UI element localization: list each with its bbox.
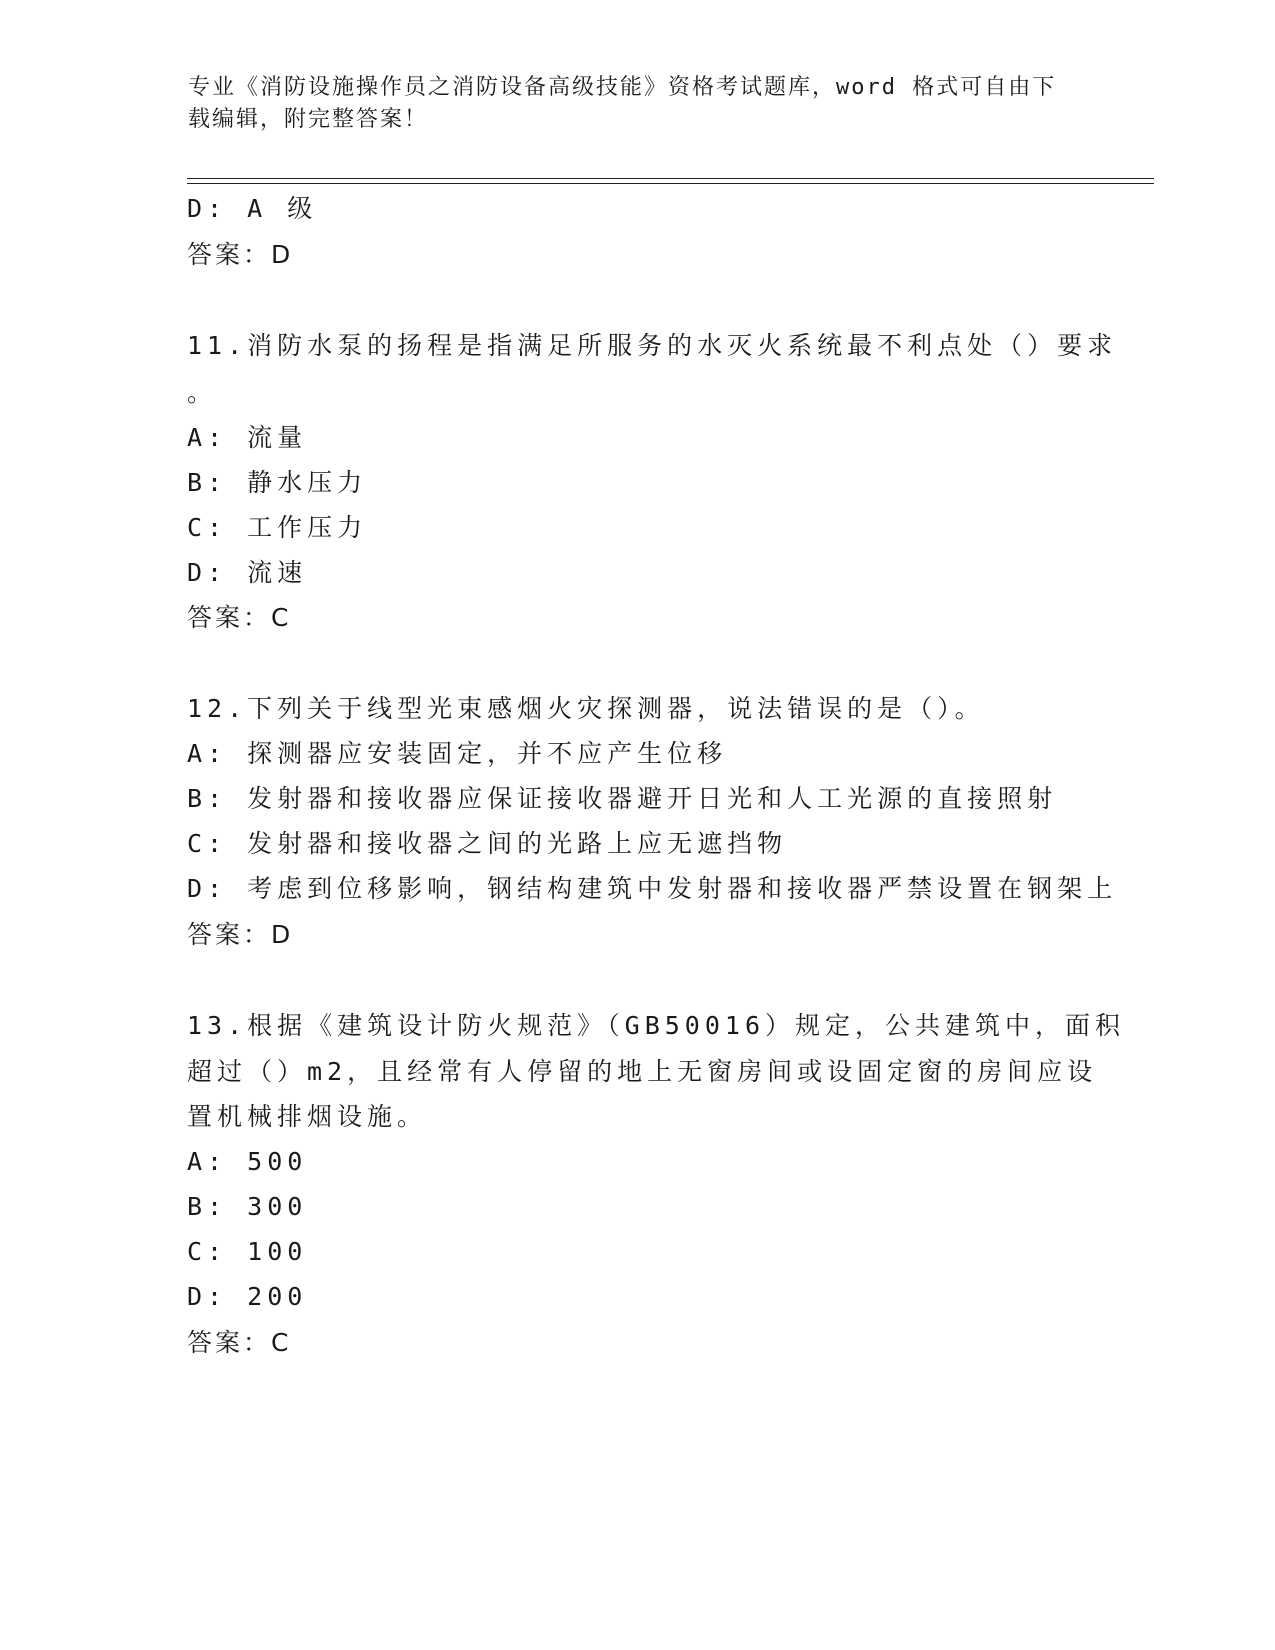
q11-option-a: A: 流量 xyxy=(187,423,308,452)
q11-stem-line-2: 。 xyxy=(187,378,218,407)
prev-option-d: D: A 级 xyxy=(187,194,318,223)
header-divider-top xyxy=(187,178,1154,179)
q12-answer: 答案：D xyxy=(187,920,294,949)
q11-option-d: D: 流速 xyxy=(187,558,308,587)
q12-option-c: C: 发射器和接收器之间的光路上应无遮挡物 xyxy=(187,829,788,858)
q11-stem-line-1: 11.消防水泵的扬程是指满足所服务的水灭火系统最不利点处（）要求 xyxy=(187,331,1118,360)
q13-option-b: B: 300 xyxy=(187,1192,308,1221)
q13-option-c: C: 100 xyxy=(187,1237,308,1266)
q12-stem: 12.下列关于线型光束感烟火灾探测器，说法错误的是（）。 xyxy=(187,694,985,723)
q13-stem-line-1: 13.根据《建筑设计防火规范》（GB50016）规定，公共建筑中，面积 xyxy=(187,1011,1126,1040)
header-line-1: 专业《消防设施操作员之消防设备高级技能》资格考试题库，word 格式可自由下 xyxy=(188,75,1057,100)
q12-option-d: D: 考虑到位移影响，钢结构建筑中发射器和接收器严禁设置在钢架上 xyxy=(187,874,1118,903)
header-line-2: 载编辑，附完整答案！ xyxy=(188,107,429,132)
header-divider-bottom xyxy=(187,183,1154,184)
q13-answer: 答案：C xyxy=(187,1328,292,1357)
q11-option-c: C: 工作压力 xyxy=(187,513,368,542)
q13-stem-line-2: 超过（）m2，且经常有人停留的地上无窗房间或设固定窗的房间应设 xyxy=(187,1057,1098,1086)
q13-option-a: A: 500 xyxy=(187,1147,308,1176)
q11-option-b: B: 静水压力 xyxy=(187,468,368,497)
q13-stem-line-3: 置机械排烟设施。 xyxy=(187,1102,428,1131)
prev-answer: 答案：D xyxy=(187,240,294,269)
document-header xyxy=(188,72,1088,136)
q13-option-d: D: 200 xyxy=(187,1282,308,1311)
q12-option-b: B: 发射器和接收器应保证接收器避开日光和人工光源的直接照射 xyxy=(187,784,1058,813)
q12-option-a: A: 探测器应安装固定，并不应产生位移 xyxy=(187,739,728,768)
q11-answer: 答案：C xyxy=(187,603,292,632)
